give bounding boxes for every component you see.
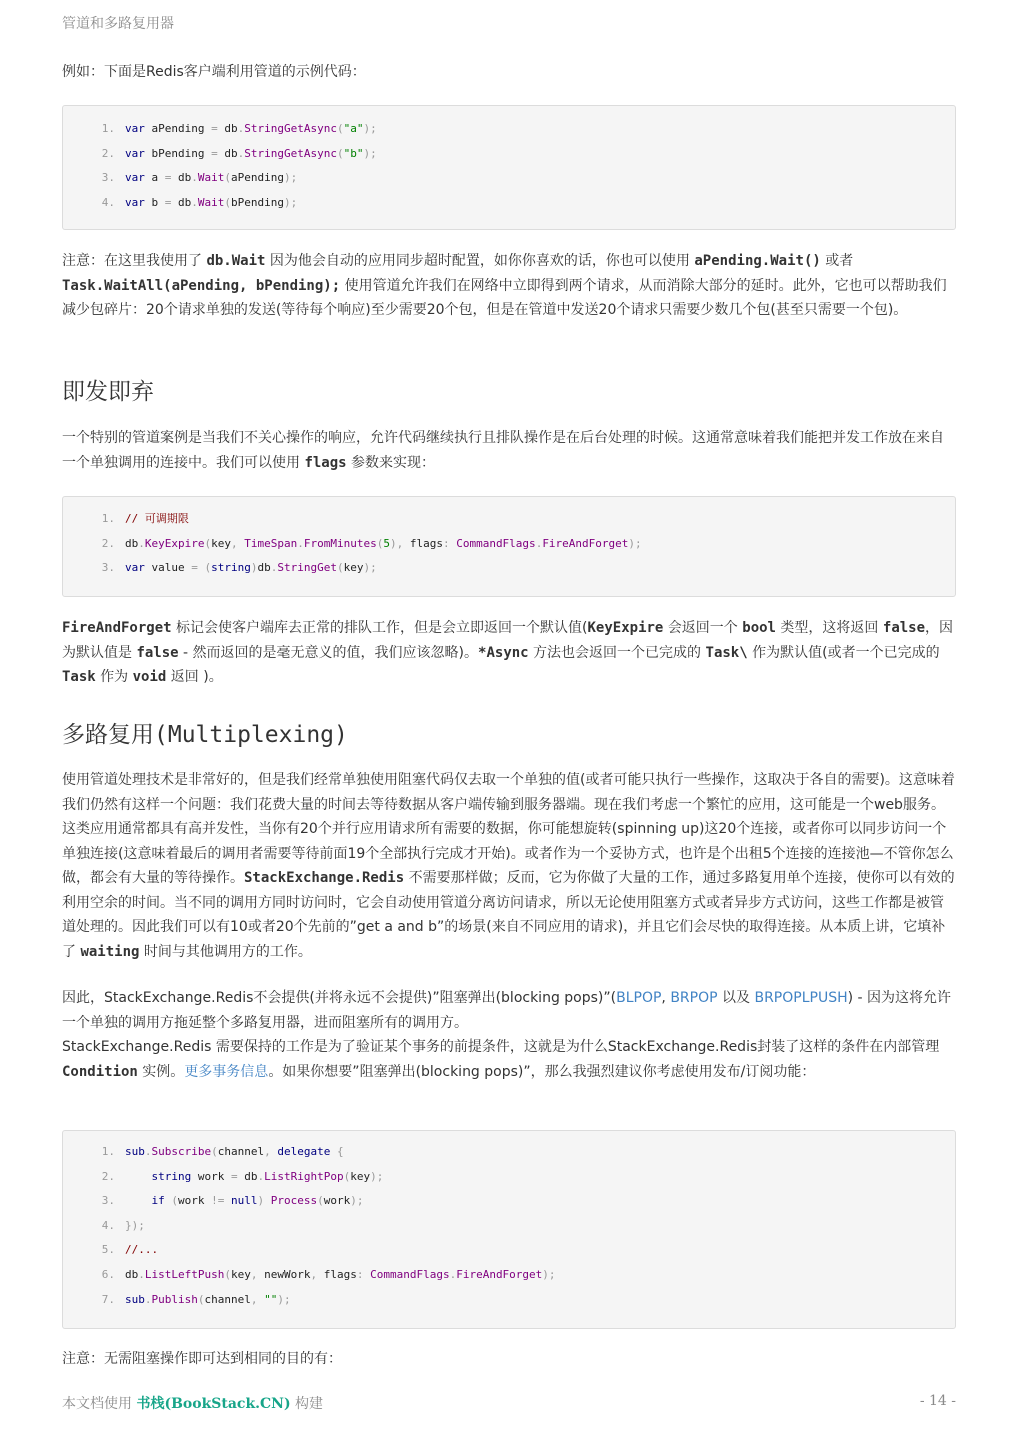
running-header: 管道和多路复用器	[62, 16, 174, 32]
blocking-pops-paragraph: 因此，StackExchange.Redis不会提供(并将永远不会提供)”阻塞弹出(blocking pops)”(BLPOP, BRPOP 以及 BRPOPLPUSH) - 因为这将允许一个单独的调用方拖延整个多路复用器，进而阻塞所有的调用方。	[62, 990, 952, 1031]
footer-credit: 本文档使用 书栈(BookStack.CN) 构建	[62, 1396, 324, 1412]
code-line: 6. db.ListLeftPush(key, newWork, flags: CommandFlags.FireAndForget);	[101, 1267, 556, 1281]
code-line: 3. var value = (string)db.StringGet(key);	[101, 561, 377, 575]
code-block-2	[62, 496, 956, 597]
note-paragraph-2: FireAndForget 标记会使客户端库去正常的排队工作，但是会立即返回一个默认值(KeyExpire 会返回一个 bool 类型，这将返回 false，因为默认值是 false - 然而返回的是毫无意义的值，我们应该忽略)。*Async 方法也会返回一个已完成的 Task\ 作为默认值(或者一个已完成的 Task 作为 void 返回 )。	[62, 620, 954, 685]
code-line: 3. if (work != null) Process(work);	[101, 1194, 364, 1208]
note-paragraph-1: 注意：在这里我使用了 db.Wait 因为他会自动的应用同步超时配置，如你你喜欢的话，你也可以使用 aPending.Wait() 或者 Task.WaitAll(aPending, bPending); 使用管道允许我们在网络中立即得到两个请求，从而消除大部分的延时。此外，它也可以帮助我们减少包碎片：20个请求单独的发送(等待每个响应)至少需要20个包，但是在管道中发送20个请求只需要少数几个包(甚至只需要一个包)。	[62, 253, 947, 318]
final-note: 注意：无需阻塞操作即可达到相同的目的有：	[62, 1351, 342, 1367]
fire-forget-paragraph: 一个特别的管道案例是当我们不关心操作的响应，允许代码继续执行且排队操作是在后台处理的时候。这通常意味着我们能把并发工作放在来自一个单独调用的连接中。我们可以使用 flags 参数来实现：	[62, 430, 944, 471]
bookstack-link[interactable]: 书栈(BookStack.CN)	[136, 1396, 291, 1412]
section-heading-multiplexing: 多路复用(Multiplexing)	[62, 722, 348, 748]
code-line: 2. db.KeyExpire(key, TimeSpan.FromMinutes(5), flags: CommandFlags.FireAndForget);	[101, 536, 642, 550]
page-number: - 14 -	[919, 1393, 956, 1409]
transactions-link[interactable]: 更多事务信息	[184, 1063, 269, 1080]
intro-text: 例如：下面是Redis客户端利用管道的示例代码：	[62, 64, 366, 80]
code-block-1	[62, 105, 956, 230]
code-line: 3. var a = db.Wait(aPending);	[101, 171, 298, 185]
brpop-link[interactable]: BRPOP	[670, 990, 718, 1006]
brpoplpush-link[interactable]: BRPOPLPUSH	[754, 990, 848, 1006]
code-line: 5. //...	[101, 1243, 159, 1257]
code-line: 1. sub.Subscribe(channel, delegate {	[101, 1145, 344, 1158]
code-line: 1. var aPending = db.StringGetAsync("a");	[101, 122, 377, 135]
condition-paragraph: StackExchange.Redis 需要保持的工作是为了验证某个事务的前提条件，这就是为什么StackExchange.Redis封装了这样的条件在内部管理 Condition 实例。更多事务信息。如果你想要”阻塞弹出(blocking pops)”，那么我强烈建议你考虑使用发布/订阅功能：	[62, 1039, 940, 1080]
code-line: 4. var b = db.Wait(bPending);	[101, 195, 298, 209]
section-heading-fire-and-forget: 即发即弃	[62, 379, 154, 405]
blpop-link[interactable]: BLPOP	[616, 990, 662, 1006]
code-line: 2. string work = db.ListRightPop(key);	[101, 1169, 384, 1183]
code-block-3	[62, 1130, 956, 1329]
code-line: 7. sub.Publish(channel, "");	[101, 1292, 291, 1306]
multiplexing-paragraph: 使用管道处理技术是非常好的，但是我们经常单独使用阻塞代码仅去取一个单独的值(或者可能只执行一些操作，这取决于各自的需要)。这意味着我们仍然有这样一个问题：我们花费大量的时间去等待数据从客户端传输到服务器端。现在我们考虑一个繁忙的应用，这可能是一个web服务。这类应用通常都具有高并发性，当你有20个并行应用请求所有需要的数据，你可能想旋转(spinning up)这20个连接，或者你可以同步访问一个单独连接(这意味着最后的调用者需要等待前面19个全部执行完成才开始)。或者作为一个妥协方式，也许是个出租5个连接的连接池—不管你怎么做，都会有大量的等待操作。StackExchange.Redis 不需要那样做；反而，它为你做了大量的工作，通过多路复用单个连接，使你可以有效的利用空余的时间。当不同的调用方同时访问时，它会自动使用管道分离访问请求，所以无论使用阻塞方式或者异步方式访问，这些工作都是被管道处理的。因此我们可以有10或者20个先前的”get a and b”的场景(来自不同应用的请求)，并且它们会尽快的取得连接。从本质上讲，它填补了 waiting 时间与其他调用方的工作。	[62, 772, 955, 960]
code-line: 2. var bPending = db.StringGetAsync("b");	[101, 146, 377, 160]
code-line: 4. });	[101, 1218, 145, 1232]
code-line: 1. // 可调期限	[101, 512, 189, 525]
